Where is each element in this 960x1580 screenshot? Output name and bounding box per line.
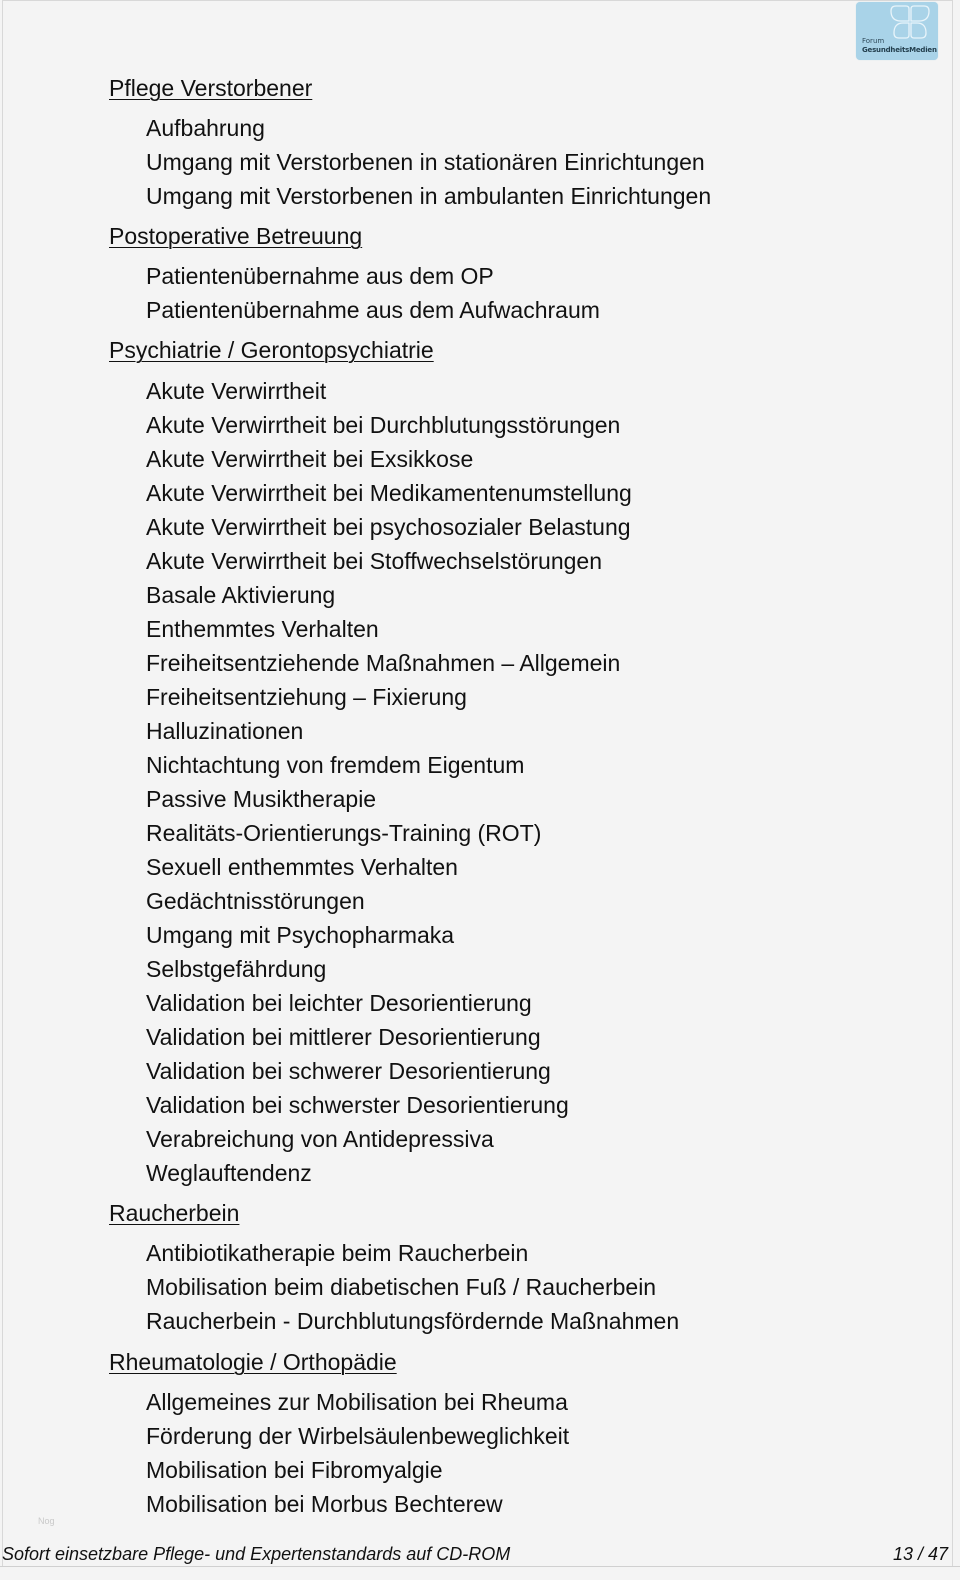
toc-item[interactable]: Enthemmtes Verhalten [146,616,379,642]
toc-item[interactable]: Umgang mit Verstorbenen in stationären Einrichtungen [146,149,705,175]
footer-divider [0,1566,960,1567]
toc-item[interactable]: Gedächtnisstörungen [146,888,365,914]
toc-item[interactable]: Akute Verwirrtheit bei Stoffwechselstörungen [146,548,602,574]
toc-item[interactable]: Nichtachtung von fremdem Eigentum [146,752,525,778]
toc-item[interactable]: Validation bei mittlerer Desorientierung [146,1024,541,1050]
toc-item[interactable]: Akute Verwirrtheit bei Exsikkose [146,446,474,472]
section-heading[interactable]: Rheumatologie / Orthopädie [109,1349,397,1375]
toc-item[interactable]: Akute Verwirrtheit [146,378,327,404]
toc-item[interactable]: Allgemeines zur Mobilisation bei Rheuma [146,1389,568,1415]
toc-item[interactable]: Sexuell enthemmtes Verhalten [146,854,458,880]
toc-item[interactable]: Realitäts-Orientierungs-Training (ROT) [146,820,542,846]
logo-text-forum: Forum [862,37,885,45]
section-heading[interactable]: Psychiatrie / Gerontopsychiatrie [109,337,434,363]
toc-item[interactable]: Weglauftendenz [146,1160,312,1186]
butterfly-logo-icon [888,5,932,39]
toc-item[interactable]: Validation bei leichter Desorientierung [146,990,532,1016]
logo-text-brand: GesundheitsMedien [862,46,937,54]
toc-item[interactable]: Mobilisation bei Fibromyalgie [146,1457,443,1483]
toc-item[interactable]: Passive Musiktherapie [146,786,377,812]
toc-item[interactable]: Umgang mit Psychopharmaka [146,922,455,948]
publisher-logo [856,2,938,60]
page-number: 13 / 47 [892,1544,948,1564]
toc-item[interactable]: Antibiotikatherapie beim Raucherbein [146,1240,529,1266]
toc-item[interactable]: Umgang mit Verstorbenen in ambulanten Einrichtungen [146,183,712,209]
toc-item[interactable]: Akute Verwirrtheit bei psychosozialer Belastung [146,514,631,540]
toc-item[interactable]: Freiheitsentziehung – Fixierung [146,684,467,710]
toc-item[interactable]: Akute Verwirrtheit bei Medikamentenumstellung [146,480,632,506]
toc-item[interactable]: Patientenübernahme aus dem OP [146,263,494,289]
toc-item[interactable]: Patientenübernahme aus dem Aufwachraum [146,297,600,323]
footer-title: Sofort einsetzbare Pflege- und Expertenstandards auf CD-ROM [2,1544,511,1564]
section-heading[interactable]: Raucherbein [109,1200,240,1226]
toc-item[interactable]: Basale Aktivierung [146,582,336,608]
toc-item[interactable]: Freiheitsentziehende Maßnahmen – Allgemein [146,650,621,676]
toc-item[interactable]: Akute Verwirrtheit bei Durchblutungsstörungen [146,412,621,438]
toc-item[interactable]: Halluzinationen [146,718,304,744]
toc-item[interactable]: Validation bei schwerer Desorientierung [146,1058,551,1084]
watermark-text: Nog [38,1516,55,1526]
toc-item[interactable]: Förderung der Wirbelsäulenbeweglichkeit [146,1423,570,1449]
toc-item[interactable]: Verabreichung von Antidepressiva [146,1126,494,1152]
section-heading[interactable]: Pflege Verstorbener [109,75,313,101]
toc-item[interactable]: Selbstgefährdung [146,956,327,982]
toc-item[interactable]: Raucherbein - Durchblutungsfördernde Maßnahmen [146,1308,680,1334]
toc-item[interactable]: Aufbahrung [146,115,265,141]
toc-item[interactable]: Validation bei schwerster Desorientierung [146,1092,569,1118]
toc-item[interactable]: Mobilisation beim diabetischen Fuß / Raucherbein [146,1274,657,1300]
toc-item[interactable]: Mobilisation bei Morbus Bechterew [146,1491,503,1517]
section-heading[interactable]: Postoperative Betreuung [109,223,363,249]
